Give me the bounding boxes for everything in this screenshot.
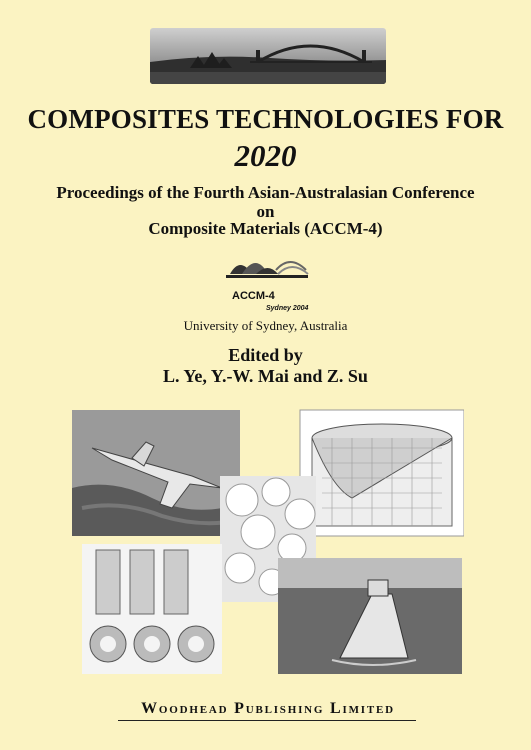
cover-collage-image xyxy=(72,408,464,676)
publisher-underline xyxy=(118,720,416,721)
logo-text: ACCM-4 xyxy=(232,290,275,302)
edited-by-label: Edited by xyxy=(228,345,303,365)
publisher-name: Woodhead Publishing Limited xyxy=(141,700,395,717)
nanotube-structures xyxy=(82,544,222,674)
venue: University of Sydney, Australia xyxy=(183,318,348,333)
sydney-harbour-banner-image xyxy=(150,28,386,84)
cylindrical-mesh-model xyxy=(300,410,464,536)
accm-logo-icon xyxy=(222,250,312,290)
ship-photo xyxy=(278,558,462,674)
fighter-jet-photo xyxy=(72,410,240,536)
subtitle-line-2: on xyxy=(256,202,275,221)
subtitle-line-1: Proceedings of the Fourth Asian-Australasian Conference xyxy=(56,183,475,202)
subtitle-line-3: Composite Materials (ACCM-4) xyxy=(148,219,383,238)
editors: L. Ye, Y.-W. Mai and Z. Su xyxy=(163,366,368,386)
title-line-2: 2020 xyxy=(234,138,297,173)
logo-subtext: Sydney 2004 xyxy=(266,305,309,312)
title-line-1: COMPOSITES TECHNOLOGIES FOR xyxy=(27,104,504,134)
